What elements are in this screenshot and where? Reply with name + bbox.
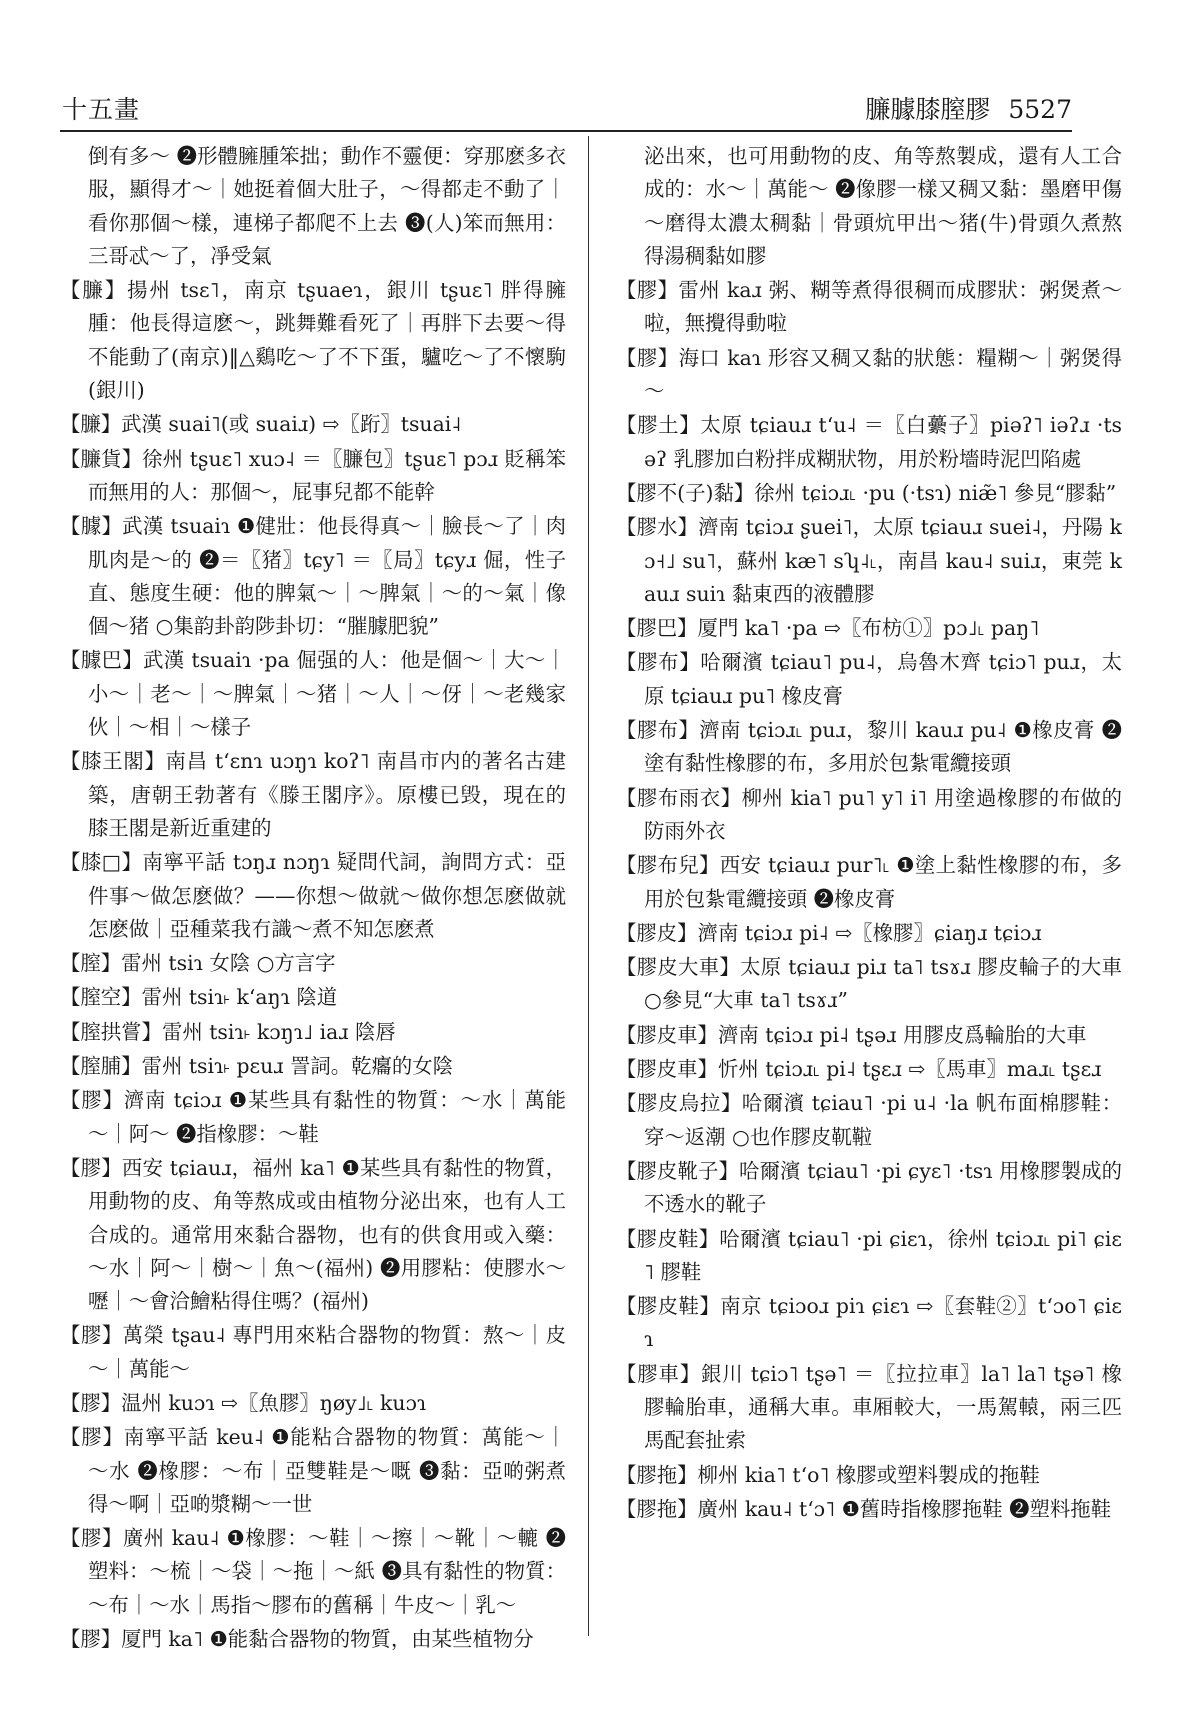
dictionary-entry: 【臄】武漢 tsuaiɿ ❶健壯：他長得真～｜臉長～了｜肉肌肉是～的 ❷＝〖猪〗tɕy˥ ＝〖局〗tɕyɹ 倔，性子直、態度生硬：他的脾氣～｜～脾氣｜～的～氣｜像個～猪 ○集韵卦韵陟卦切：“膗臄肥貌” bbox=[60, 514, 566, 639]
dictionary-entry: 【臄巴】武漢 tsuaiɿ ·pa 倔强的人：他是個～｜大～｜小～｜老～｜～脾氣｜～猪｜～人｜～伢｜～老幾家伙｜～相｜～樣子 bbox=[60, 648, 566, 740]
dictionary-entry: 【膠布】哈爾濱 tɕiau˥ pu˨，烏魯木齊 tɕiɔ˥ puɹ，太原 tɕiauɹ pu˥ 橡皮膏 bbox=[616, 650, 1122, 708]
dictionary-entry: 【膠布雨衣】柳州 kia˥ pu˥ y˥ i˥ 用塗過橡膠的布做的防雨外衣 bbox=[616, 785, 1122, 843]
page-number: 5527 bbox=[1008, 95, 1072, 124]
dictionary-entry: 【膠】南寧平話 keu˨ ❶能粘合器物的物質：萬能～｜～水 ❷橡膠：～布｜亞雙鞋是～嘅 ❸黏：亞啲粥煮得～啊｜亞啲漿糊～一世 bbox=[60, 1425, 566, 1516]
dictionary-entry: 倒有多～ ❷形體臃腫笨拙；動作不靈便：穿那麽多衣服，顯得才～｜她挺着個大肚子，～得都走不動了｜看你那個～樣，連梯子都爬不上去 ❸(人)笨而無用：三哥忒～了，凈受氣 bbox=[88, 144, 566, 268]
dictionary-entry: 【膠水】濟南 tɕiɔɹ ʂuei˥，太原 tɕiauɹ suei˨，丹陽 kɔ˧˩ su˥，蘇州 kæ˥ sʮ˨˪，南昌 kau˨ suiɹ，東莞 kauɹ suiɿ 黏東西的液體膠 bbox=[616, 515, 1122, 606]
dictionary-entry: 【膠皮鞋】哈爾濱 tɕiau˥ ·pi ɕiɛɿ，徐州 tɕiɔɹ˪ pi˥ ɕiɛ˥ 膠鞋 bbox=[616, 1226, 1122, 1284]
dictionary-entry: 【膠】海口 kaɿ 形容又稠又黏的狀態：糧糊～｜粥煲得～ bbox=[616, 345, 1122, 404]
dictionary-entry: 【膠布兒】西安 tɕiauɹ pur˥˪ ❶塗上黏性橡膠的布，多用於包紮電纜接頭 ❷橡皮膏 bbox=[616, 853, 1122, 911]
dictionary-entry: 【膣拱嘗】雷州 tsiɿ˫ kɔŋɿ˩ iaɹ 陰唇 bbox=[60, 1019, 396, 1044]
dictionary-entry: 【臁】武漢 suai˥(或 suaiɹ) ⇨〖䟰〗tsuai˨ bbox=[60, 412, 462, 437]
dictionary-entry: 【膠拖】廣州 kau˨ tʻɔ˥ ❶舊時指橡膠拖鞋 ❷塑料拖鞋 bbox=[616, 1496, 1112, 1521]
dictionary-entry: 【膣】雷州 tsiɿ 女陰 ○方言字 bbox=[60, 951, 336, 976]
dictionary-entry: 【膠皮車】忻州 tɕiɔɹ˪ pi˨ tʂɛɹ ⇨〖馬車〗maɹ˪ tʂɛɹ bbox=[616, 1057, 1102, 1082]
running-header bbox=[60, 86, 1072, 132]
dictionary-entry: 泌出來，也可用動物的皮、角等熬製成，還有人工合成的：水～｜萬能～ ❷像膠一樣又稠又黏：墨磨甲傷～磨得太濃太稠黏｜骨頭炕甲出～猪(牛)骨頭久煮熬得湯稠黏如膠 bbox=[644, 144, 1122, 268]
dictionary-entry: 【膠不(子)黏】徐州 tɕiɔɹ˪ ·pu (·tsɿ) niæ̃˥ 參見“膠黏” bbox=[616, 480, 1117, 505]
dictionary-entry: 【膠布】濟南 tɕiɔɹ˪ puɹ，黎川 kauɹ pu˨ ❶橡皮膏 ❷塗有黏性橡膠的布，多用於包紮電纜接頭 bbox=[616, 718, 1122, 776]
dictionary-entry: 【膠車】銀川 tɕiɔ˥ tʂə˥ ＝〖拉拉車〗la˥ la˥ tʂə˥ 橡膠輪胎車，通稱大車。車厢較大，一馬駕轅，兩三匹馬配套扯索 bbox=[616, 1361, 1122, 1453]
dictionary-entry: 【膠】西安 tɕiauɹ，福州 ka˥ ❶某些具有黏性的物質，用動物的皮、角等熬成或由植物分泌出來，也有人工合成的。通常用來黏合器物，也有的供食用或入藥：～水｜阿～｜樹～｜魚～(福州) ❷用膠粘：使膠水～嚦｜～會洽鱠粘得住嗎？(福州) bbox=[60, 1155, 566, 1314]
page-head-right bbox=[865, 90, 1072, 126]
dictionary-entry: 【膠土】太原 tɕiauɹ tʻu˨ ＝〖白虆子〗piəʔ˥ iəʔɹ ·tsəʔ 乳膠加白粉拌成糊狀物，用於粉墻時泥凹陷處 bbox=[616, 413, 1122, 471]
dictionary-entry: 【膠】温州 kuɔɿ ⇨〖魚膠〗ŋøy˩˪ kuɔɿ bbox=[60, 1390, 427, 1415]
dictionary-entry: 【膠拖】柳州 kia˥ tʻo˥ 橡膠或塑料製成的拖鞋 bbox=[616, 1462, 1040, 1487]
dictionary-entry: 【膠皮靴子】哈爾濱 tɕiau˥ ·pi ɕyɛ˥ ·tsɿ 用橡膠製成的不透水的靴子 bbox=[616, 1158, 1122, 1217]
dictionary-entry: 【膠皮】濟南 tɕiɔɹ pi˨ ⇨〖橡膠〗ɕiaŋɹ tɕiɔɹ bbox=[616, 920, 1042, 945]
dictionary-entry: 【膠】雷州 kaɹ 粥、糊等煮得很稠而成膠狀：粥煲煮～啦，無攪得動啦 bbox=[616, 278, 1122, 336]
dictionary-entry: 【膠】廣州 kau˨ ❶橡膠：～鞋｜～擦｜～靴｜～轆 ❷塑料：～梳｜～袋｜～拖｜～紙 ❸具有黏性的物質：～布｜～水｜馬指～膠布的舊稱｜牛皮～｜乳～ bbox=[60, 1526, 566, 1617]
dictionary-entry: 【膠皮烏拉】哈爾濱 tɕiau˥ ·pi u˨ ·la 帆布面棉膠鞋：穿～返潮 ○也作膠皮靰鞡 bbox=[616, 1091, 1122, 1149]
dictionary-entry: 【膠巴】厦門 ka˥ ·pa ⇨〖布枋①〗pɔ˩˪ paŋ˥ bbox=[616, 616, 1040, 641]
dictionary-entry: 【膝王閣】南昌 tʻɛnɿ uɔŋɿ koʔ˥ 南昌市内的著名古建築，唐朝王勃著有《滕王閣序》。原樓已毁，現在的膝王閣是新近重建的 bbox=[60, 749, 566, 840]
dictionary-entry: 【膠】厦門 ka˥ ❶能黏合器物的物質，由某些植物分 bbox=[60, 1627, 534, 1652]
dictionary-entry: 【膝□】南寧平話 tɔŋɹ nɔŋɿ 疑問代詞，詢問方式：亞件事～做怎麽做？——你想～做就～做你想怎麽做就怎麽做｜亞種菜我冇識～煮不知怎麽煮 bbox=[60, 850, 566, 941]
dictionary-entry: 【膣空】雷州 tsiɿ˫ kʻaŋɿ 陰道 bbox=[60, 985, 338, 1010]
head-characters: 臁臄膝膣膠 bbox=[865, 95, 991, 124]
right-column bbox=[616, 140, 1122, 1527]
dictionary-entry: 【膠皮鞋】南京 tɕiɔoɹ piɿ ɕiɛɿ ⇨〖套鞋②〗tʻɔo˥ ɕiɛɿ bbox=[616, 1294, 1122, 1352]
dictionary-entry: 【膠皮大車】太原 tɕiauɹ piɹ ta˥ tsɤɹ 膠皮輪子的大車 ○參見“大車 ta˥ tsɤɹ” bbox=[616, 955, 1122, 1013]
dictionary-entry: 【膠】萬榮 tʂau˨ 專門用來粘合器物的物質：熬～｜皮～｜萬能～ bbox=[60, 1323, 566, 1381]
dictionary-entry: 【膠皮車】濟南 tɕiɔɹ pi˨ tʂəɹ 用膠皮爲輪胎的大車 bbox=[616, 1022, 1087, 1047]
dictionary-entry: 【臁】揚州 tsɛ˥，南京 tʂuaeɿ，銀川 tʂuɛ˥ 胖得臃腫：他長得這麽～，跳舞難看死了｜再胖下去要～得不能動了(南京)‖△鷄吃～了不下蛋，驢吃～了不懷駒(銀川) bbox=[60, 278, 566, 403]
left-column bbox=[60, 140, 566, 1657]
column-divider bbox=[588, 136, 589, 1636]
dictionary-entry: 【膣脯】雷州 tsiɿ˫ pɛuɹ 詈詞。乾癟的女陰 bbox=[60, 1054, 454, 1079]
dictionary-entry: 【臁貨】徐州 tʂuɛ˥ xuɔ˨ ＝〖臁包〗tʂuɛ˥ pɔɹ 貶稱笨而無用的人：那個～，屁事兒都不能幹 bbox=[60, 446, 566, 504]
dictionary-entry: 【膠】濟南 tɕiɔɹ ❶某些具有黏性的物質：～水｜萬能～｜阿～ ❷指橡膠：～鞋 bbox=[60, 1088, 566, 1146]
section-title: 十五畫 bbox=[62, 95, 141, 124]
